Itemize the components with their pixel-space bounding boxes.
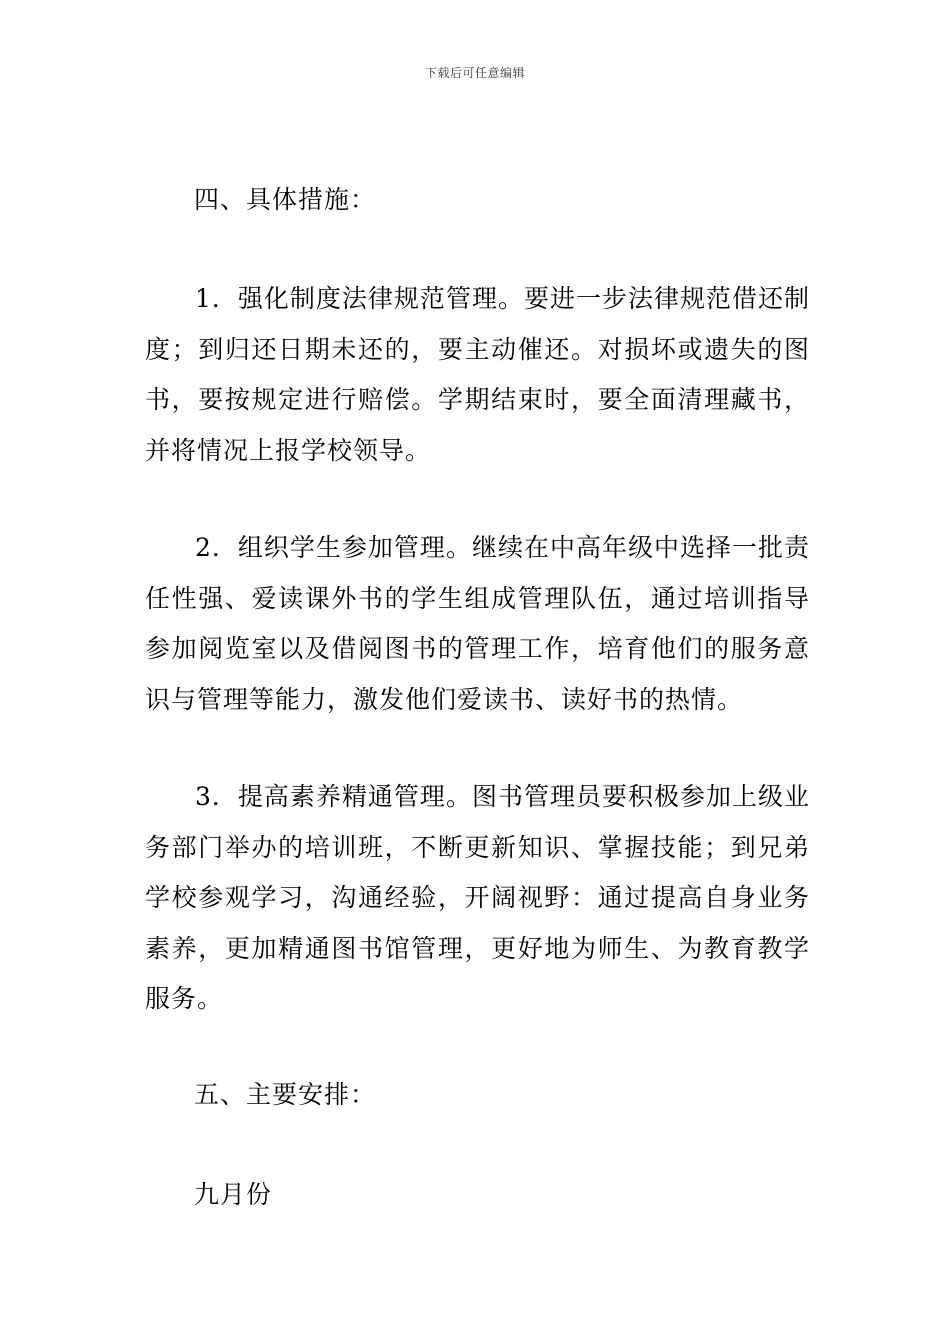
paragraph-item-3: 3．提高素养精通管理。图书管理员要积极参加上级业务部门举办的培训班，不断更新知识、掌握技能；到兄弟学校参观学习，沟通经验，开阔视野：通过提高自身业务素养，更加精通图书馆管理，更好地为师生、为教育教学服务。 xyxy=(145,782,810,1013)
section-heading-arrangements: 五、主要安排： xyxy=(194,1080,377,1109)
paragraph-item-2: 2．组织学生参加管理。继续在中高年级中选择一批责任性强、爱读课外书的学生组成管理队伍，通过培训指导参加阅览室以及借阅图书的管理工作，培育他们的服务意识与管理等能力，激发他们爱读书、读好书的热情。 xyxy=(145,533,810,714)
page-header-note: 下载后可任意编辑 xyxy=(424,66,525,80)
section-heading-measures: 四、具体措施： xyxy=(194,185,377,214)
month-label: 九月份 xyxy=(194,1180,273,1209)
paragraph-item-1: 1．强化制度法律规范管理。要进一步法律规范借还制度；到归还日期未还的，要主动催还。对损坏或遗失的图书，要按规定进行赔偿。学期结束时，要全面清理藏书，并将情况上报学校领导。 xyxy=(145,284,810,465)
